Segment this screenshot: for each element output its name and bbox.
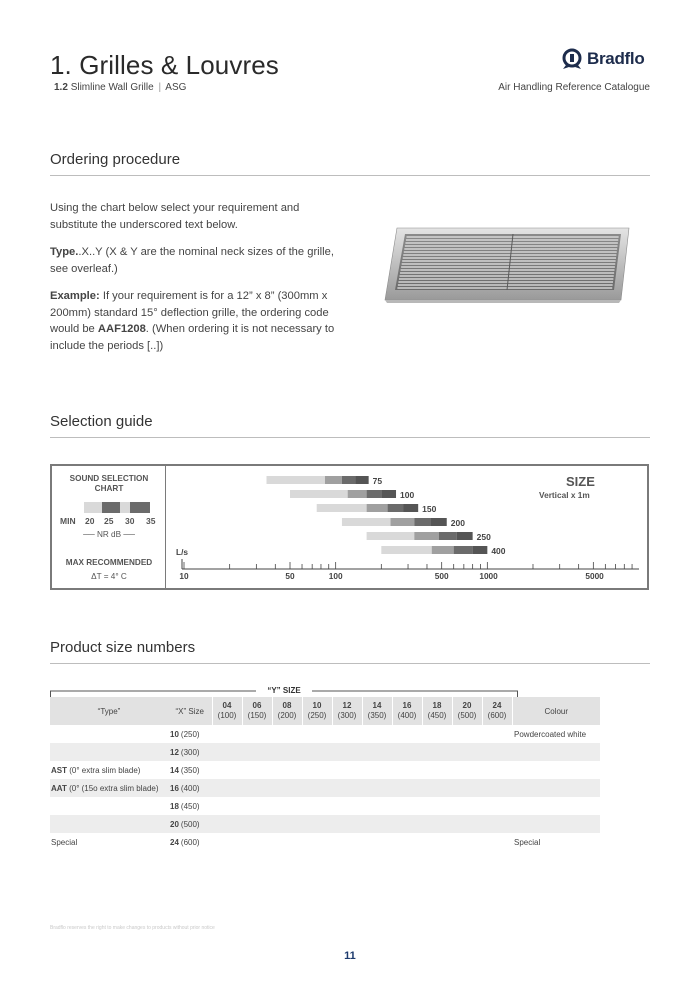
- section-name: Slimline Wall Grille: [70, 82, 154, 93]
- table-row: [50, 815, 600, 833]
- type-cell: [50, 779, 168, 797]
- size-cell: [452, 761, 482, 779]
- size-cell: [392, 815, 422, 833]
- x-size-code: 14: [170, 765, 179, 775]
- table-header-row: [50, 697, 600, 725]
- size-cell: [242, 779, 272, 797]
- y-size-mm: (100): [217, 711, 237, 720]
- table-row: [50, 833, 600, 851]
- type-cell: [50, 815, 168, 833]
- x-size-mm: (450): [180, 801, 200, 811]
- y-size-code: 08: [282, 701, 292, 710]
- bar-200-nr30: [414, 518, 430, 526]
- table-body: [50, 725, 600, 851]
- size-cell: [452, 725, 482, 743]
- bar-400-nr20: [381, 546, 431, 554]
- bar-150-nr35: [403, 504, 418, 512]
- bar-100-nr25: [348, 490, 367, 498]
- bar-400-nr25: [432, 546, 454, 554]
- size-cell: [332, 761, 362, 779]
- colour-cell: [512, 743, 600, 761]
- y-size-mm: (450): [427, 711, 447, 720]
- size-cell: [452, 815, 482, 833]
- example-note: . (When ordering it is not necessary to include the periods [..]): [50, 323, 335, 352]
- y-size-mm: (400): [397, 711, 417, 720]
- size-cell: [482, 797, 512, 815]
- column-type: “Type”: [50, 697, 168, 725]
- x-size-code: 20: [170, 819, 179, 829]
- axis-tick-label-5000: 5000: [585, 571, 604, 581]
- size-cell: [272, 779, 302, 797]
- logo-text: Bradflo: [587, 49, 645, 68]
- delta-t-label: ΔT = 4° C: [91, 572, 127, 581]
- size-cell: [212, 761, 242, 779]
- bar-250-nr25: [414, 532, 439, 540]
- max-recommended-label: MAX RECOMMENDED: [65, 558, 153, 567]
- y-size-mm: (150): [247, 711, 267, 720]
- x-size-mm: (300): [180, 747, 200, 757]
- x-size-mm: (600): [180, 837, 200, 847]
- x-size-cell: [168, 743, 212, 761]
- colour-cell: [512, 797, 600, 815]
- table-row: [50, 725, 600, 743]
- selection-heading: Selection guide: [50, 413, 153, 430]
- size-title: SIZE: [566, 474, 595, 489]
- axis-tick-label-1000: 1000: [479, 571, 498, 581]
- size-cell: [422, 743, 452, 761]
- size-cell: [302, 725, 332, 743]
- y-size-mm: (300): [337, 711, 357, 720]
- column-y-12: [332, 697, 362, 725]
- bar-200-nr20: [342, 518, 391, 526]
- size-cell: [452, 779, 482, 797]
- x-size-code: 12: [170, 747, 179, 757]
- x-size-code: 16: [170, 783, 179, 793]
- size-cell: [272, 815, 302, 833]
- bar-label-150: 150: [422, 503, 437, 514]
- bar-100-nr20: [290, 490, 348, 498]
- size-cell: [482, 779, 512, 797]
- nr-level-35: 35: [146, 516, 156, 526]
- footer-note: Bradflo reserves the right to make changes to products without prior notice: [50, 925, 215, 931]
- ordering-paragraph-3: [50, 288, 340, 354]
- bradflo-logo-icon: [561, 48, 583, 70]
- size-cell: [212, 779, 242, 797]
- bar-label-75: 75: [372, 475, 383, 486]
- size-cell: [332, 725, 362, 743]
- axis-tick-label-10: 10: [179, 571, 189, 581]
- bar-75-nr25: [325, 476, 342, 484]
- size-cell: [482, 833, 512, 851]
- size-cell: [362, 725, 392, 743]
- size-cell: [362, 779, 392, 797]
- size-cell: [422, 833, 452, 851]
- bar-150-nr20: [317, 504, 367, 512]
- size-cell: [422, 815, 452, 833]
- size-cell: [242, 815, 272, 833]
- size-cell: [242, 833, 272, 851]
- y-size-code: 24: [492, 701, 502, 710]
- table-row: [50, 743, 600, 761]
- selection-chart: [50, 464, 649, 590]
- column-y-20: [452, 697, 482, 725]
- size-cell: [332, 779, 362, 797]
- x-size-code: 10: [170, 729, 179, 739]
- ordering-paragraph-1: Using the chart below select your requirement and substitute the underscored text below.: [50, 202, 300, 231]
- bar-100-nr35: [381, 490, 396, 498]
- size-cell: [392, 779, 422, 797]
- y-size-code: 12: [342, 701, 352, 710]
- size-cell: [362, 815, 392, 833]
- size-cell: [452, 833, 482, 851]
- x-size-mm: (500): [180, 819, 200, 829]
- x-size-cell: [168, 833, 212, 851]
- size-cell: [272, 833, 302, 851]
- size-cell: [362, 761, 392, 779]
- page-title: 1. Grilles & Louvres: [50, 50, 279, 80]
- size-cell: [242, 725, 272, 743]
- axis-tick-label-50: 50: [285, 571, 295, 581]
- column-x-size: “X” Size: [168, 697, 212, 725]
- x-size-cell: [168, 815, 212, 833]
- x-size-cell: [168, 725, 212, 743]
- type-description: (0° extra slim blade): [67, 765, 141, 775]
- bar-label-200: 200: [450, 517, 465, 528]
- column-y-10: [302, 697, 332, 725]
- size-cell: [302, 779, 332, 797]
- size-cell: [482, 725, 512, 743]
- page-subtitle: [54, 82, 186, 93]
- axis-unit-label: L/s: [176, 547, 188, 557]
- x-size-cell: [168, 761, 212, 779]
- size-cell: [272, 761, 302, 779]
- size-cell: [392, 743, 422, 761]
- bar-250-nr20: [367, 532, 415, 540]
- bar-400-nr30: [454, 546, 473, 554]
- type-text: .X..Y (X & Y are the nominal neck sizes of the grille, see overleaf.): [50, 246, 334, 275]
- colour-cell: [512, 779, 600, 797]
- example-text: If your requirement is for a 12” x 8” (300mm x 200mm) standard 15° deflection grille, the ordering code would be: [50, 290, 329, 335]
- size-cell: [392, 833, 422, 851]
- colour-cell: [512, 761, 600, 779]
- colour-cell: Powdercoated white: [514, 729, 587, 739]
- size-cell: [392, 797, 422, 815]
- size-cell: [302, 761, 332, 779]
- size-cell: [302, 743, 332, 761]
- sound-title-line-1: SOUND SELECTION: [69, 474, 149, 483]
- product-size-table: [50, 697, 600, 851]
- example-label: Example:: [50, 290, 100, 302]
- type-description: (0° (15o extra slim blade): [66, 783, 159, 793]
- x-size-mm: (400): [180, 783, 200, 793]
- x-size-mm: (250): [180, 729, 200, 739]
- size-cell: [242, 743, 272, 761]
- size-cell: [212, 725, 242, 743]
- y-size-mm: (600): [487, 711, 507, 720]
- column-y-04: [212, 697, 242, 725]
- min-label: MIN: [60, 516, 76, 526]
- size-cell: [422, 761, 452, 779]
- axis-tick-label-500: 500: [434, 571, 449, 581]
- column-y-24: [482, 697, 512, 725]
- size-cell: [332, 833, 362, 851]
- nr-db-label: ── NR dB ──: [83, 530, 135, 539]
- size-cell: [302, 815, 332, 833]
- size-cell: [422, 779, 452, 797]
- type-code: AST: [51, 765, 67, 775]
- y-size-label: “Y” SIZE: [267, 686, 301, 695]
- ordering-text: [50, 200, 340, 365]
- table-row: [50, 797, 600, 815]
- size-cell: [332, 797, 362, 815]
- x-size-cell: [168, 797, 212, 815]
- size-cell: [332, 743, 362, 761]
- type-cell: [50, 833, 168, 851]
- type-code: AAT: [51, 783, 67, 793]
- y-size-code: 04: [222, 701, 232, 710]
- bar-150-nr30: [388, 504, 404, 512]
- size-cell: [302, 833, 332, 851]
- y-size-mm: (200): [277, 711, 297, 720]
- bar-label-250: 250: [476, 531, 491, 542]
- size-cell: [302, 797, 332, 815]
- size-cell: [362, 743, 392, 761]
- bar-150-nr25: [367, 504, 388, 512]
- bar-100-nr30: [367, 490, 382, 498]
- size-cell: [452, 743, 482, 761]
- size-cell: [392, 725, 422, 743]
- size-cell: [392, 761, 422, 779]
- type-cell: [50, 725, 168, 743]
- y-size-code: 10: [312, 701, 322, 710]
- table-row: [50, 761, 600, 779]
- size-cell: [362, 833, 392, 851]
- y-size-code: 14: [372, 701, 382, 710]
- type-cell: [50, 761, 168, 779]
- nr-level-20: 20: [85, 516, 95, 526]
- bar-250-nr30: [439, 532, 457, 540]
- x-size-cell: [168, 779, 212, 797]
- y-size-mm: (350): [367, 711, 387, 720]
- column-y-18: [422, 697, 452, 725]
- products-heading: Product size numbers: [50, 639, 196, 656]
- catalogue-name: Air Handling Reference Catalogue: [498, 82, 650, 93]
- size-cell: [212, 815, 242, 833]
- selection-divider: [50, 437, 650, 438]
- size-cell: [482, 761, 512, 779]
- page-number: 11: [344, 950, 356, 962]
- table-row: [50, 779, 600, 797]
- size-cell: [452, 797, 482, 815]
- example-code: AAF1208: [97, 323, 146, 335]
- size-cell: [272, 797, 302, 815]
- column-y-16: [392, 697, 422, 725]
- y-size-code: 18: [432, 701, 442, 710]
- section-number: 1.2: [54, 82, 68, 93]
- bar-75-nr30: [342, 476, 355, 484]
- y-size-mm: (500): [457, 711, 477, 720]
- x-size-mm: (350): [180, 765, 200, 775]
- size-cell: [272, 743, 302, 761]
- bar-250-nr35: [457, 532, 473, 540]
- size-subtitle: Vertical x 1m: [539, 490, 590, 500]
- bar-400-nr35: [473, 546, 488, 554]
- size-cell: [212, 833, 242, 851]
- size-cell: [242, 761, 272, 779]
- colour-cell: [512, 815, 600, 833]
- x-size-code: 18: [170, 801, 179, 811]
- subtitle-separator: |: [158, 82, 162, 93]
- ordering-divider: [50, 175, 650, 176]
- column-y-14: [362, 697, 392, 725]
- size-cell: [212, 797, 242, 815]
- y-size-mm: (250): [307, 711, 327, 720]
- bar-label-400: 400: [491, 545, 506, 556]
- size-cell: [362, 797, 392, 815]
- sound-title-line-2: CHART: [94, 484, 124, 493]
- brand-logo: [561, 48, 644, 70]
- size-cell: [422, 725, 452, 743]
- y-size-code: 06: [252, 701, 262, 710]
- column-y-08: [272, 697, 302, 725]
- nr-level-30: 30: [125, 516, 135, 526]
- nr-level-25: 25: [104, 516, 114, 526]
- column-y-06: [242, 697, 272, 725]
- axis-tick-label-100: 100: [328, 571, 343, 581]
- colour-cell: Special: [514, 837, 541, 847]
- type-cell: [50, 797, 168, 815]
- bar-75-nr35: [355, 476, 368, 484]
- size-cell: [422, 797, 452, 815]
- bar-75-nr20: [267, 476, 325, 484]
- ordering-heading: Ordering procedure: [50, 151, 181, 168]
- bar-label-100: 100: [400, 489, 415, 500]
- sound-bars-chart: [52, 466, 647, 588]
- size-cell: [212, 743, 242, 761]
- ordering-paragraph-2: [50, 244, 340, 277]
- type-label: Type.: [50, 246, 79, 258]
- y-size-code: 20: [462, 701, 472, 710]
- product-code: ASG: [165, 82, 187, 93]
- grille-product-image: [383, 224, 633, 304]
- products-divider: [50, 663, 650, 664]
- type-description: Special: [51, 837, 78, 847]
- bar-200-nr35: [430, 518, 447, 526]
- size-cell: [242, 797, 272, 815]
- x-size-code: 24: [170, 837, 179, 847]
- type-cell: [50, 743, 168, 761]
- size-cell: [482, 743, 512, 761]
- bar-200-nr25: [391, 518, 415, 526]
- y-size-code: 16: [402, 701, 412, 710]
- size-cell: [332, 815, 362, 833]
- column-colour: Colour: [512, 697, 600, 725]
- size-cell: [272, 725, 302, 743]
- size-cell: [482, 815, 512, 833]
